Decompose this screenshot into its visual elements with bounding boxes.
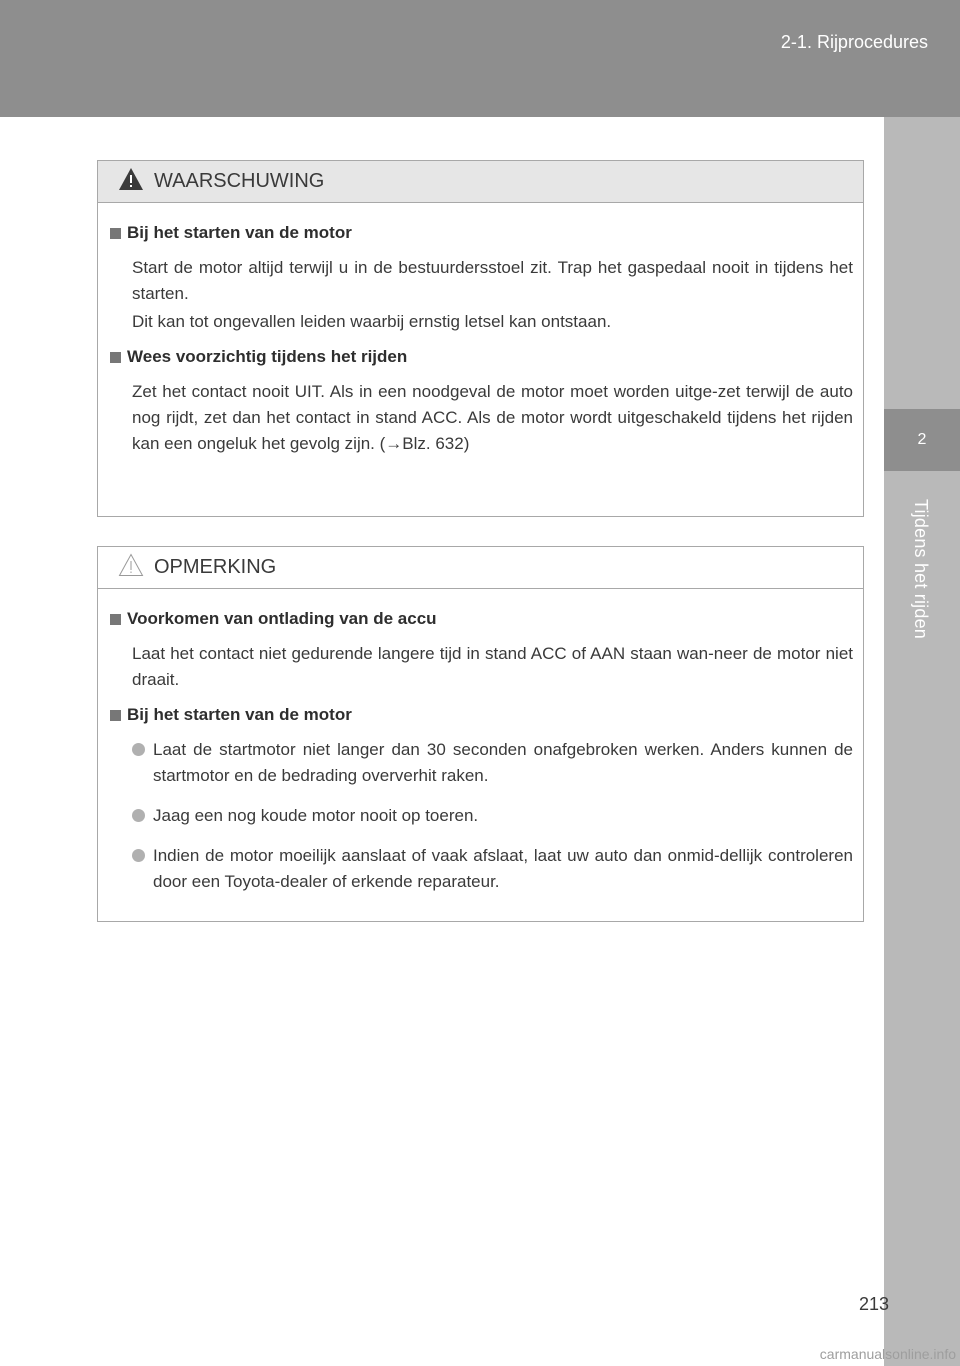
square-bullet-icon [110, 228, 121, 239]
round-bullet-icon [132, 743, 145, 756]
side-tab-top [884, 117, 960, 409]
warning-header [98, 161, 863, 203]
notice-title: OPMERKING [154, 556, 277, 578]
square-bullet-icon [110, 710, 121, 721]
header-band [0, 0, 960, 117]
notice-box [97, 546, 864, 922]
chapter-label: Tijdens het rijden [911, 499, 931, 640]
notice-heading-1: Voorkomen van ontlading van de accu [110, 609, 853, 629]
list-item: Indien de motor moeilijk aanslaat of vaak afslaat, laat uw auto dan onmid-dellijk controleren door een Toyota-dealer of erkende reparateur. [132, 843, 853, 895]
round-bullet-icon [132, 809, 145, 822]
warning-box [97, 160, 864, 517]
warning-paragraph: Zet het contact nooit UIT. Als in een noodgeval de motor moet worden uitge-zet terwijl de auto nog rijdt, zet dan het contact in stand ACC. Als de motor wordt uitgeschakeld tijdens het rijden kan een ongeluk het gevolg zijn. (→Blz. 632) [132, 382, 853, 453]
warning-triangle-icon [118, 167, 154, 197]
square-bullet-icon [110, 614, 121, 625]
notice-paragraph: Laat het contact niet gedurende langere tijd in stand ACC of AAN staan wan-neer de motor niet draait. [132, 644, 853, 689]
chapter-label-tab [884, 471, 960, 1366]
round-bullet-icon [132, 849, 145, 862]
caution-triangle-icon [118, 553, 154, 583]
warning-heading-1: Bij het starten van de motor [110, 223, 853, 243]
warning-title: WAARSCHUWING [154, 170, 325, 192]
list-item: Laat de startmotor niet langer dan 30 seconden onafgebroken werken. Anders kunnen de startmotor en de bedrading oververhit raken. [132, 737, 853, 789]
square-bullet-icon [110, 352, 121, 363]
notice-header [98, 547, 863, 589]
section-title: 2-1. Rijprocedures [780, 32, 928, 52]
warning-paragraph: Dit kan tot ongevallen leiden waarbij ernstig letsel kan ontstaan. [132, 312, 612, 331]
notice-heading-2: Bij het starten van de motor [110, 705, 853, 725]
list-item: Jaag een nog koude motor nooit op toeren. [132, 803, 853, 829]
watermark: carmanualsonline.info [819, 1346, 956, 1362]
chapter-number-tab: 2 [884, 409, 960, 471]
warning-paragraph: Start de motor altijd terwijl u in de bestuurdersstoel zit. Trap het gaspedaal nooit in tijdens het starten. [132, 258, 853, 303]
warning-heading-2: Wees voorzichtig tijdens het rijden [110, 347, 853, 367]
page-number: 213 [858, 1294, 889, 1314]
